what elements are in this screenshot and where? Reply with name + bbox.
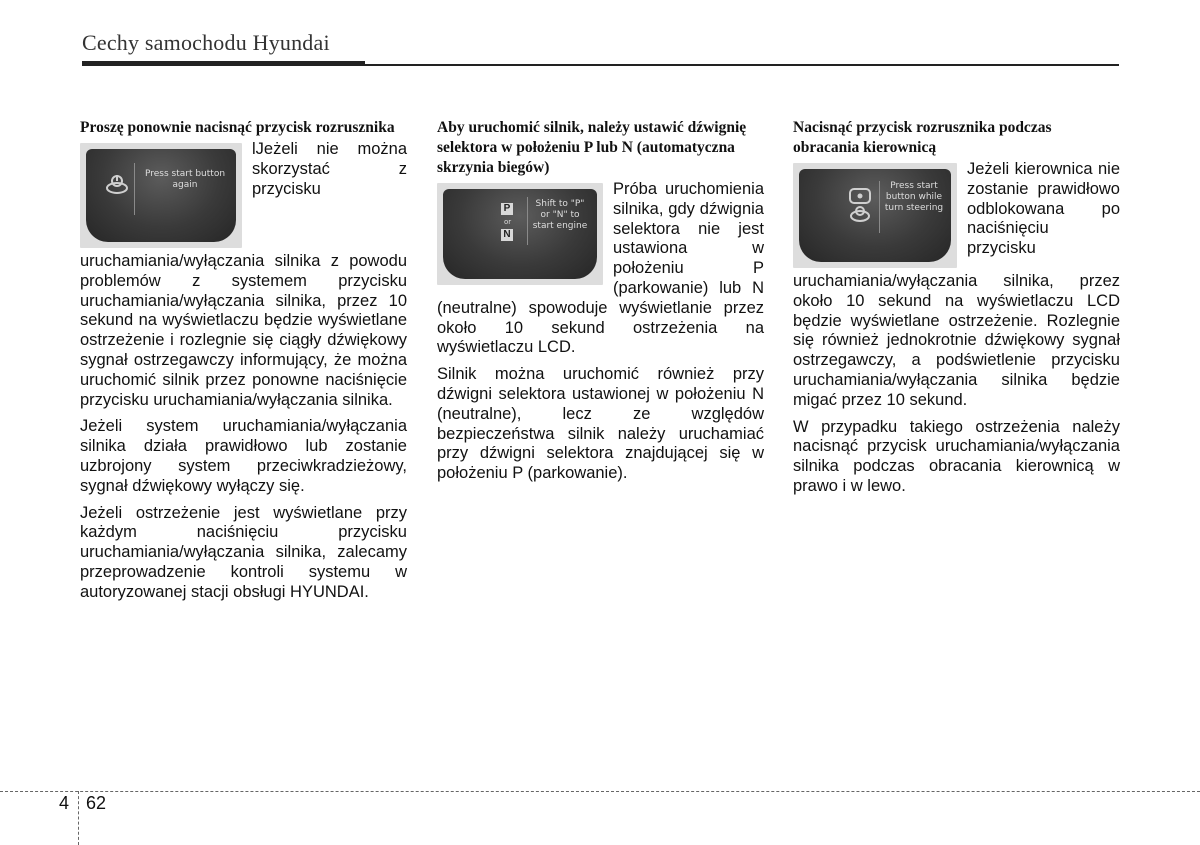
lcd-panel-press-start-while-steering: [793, 163, 957, 268]
column-3-paragraph-1: Jeżeli kierownica nie zostanie prawidłowo odblokowana po naciśnięciu przycisku uruchamiania/wyłączania silnika, przez około 10 sekund na wyświetlaczu LCD będzie wyświetlane ostrzeżenie. Rozlegnie się również jednokrotnie dźwiękowy sygnał ostrzegawczy, a podświetlenie przycisku uruchamiania/wyłączania silnika będzie migać przez 10 sekund.: [793, 160, 1120, 409]
header-rule-thick: [82, 61, 365, 66]
footer-dashed-divider: [78, 791, 79, 845]
column-2-paragraph-2: Silnik można uruchomić również przy dźwigni selektora ustawionej w położeniu N (neutralne), lecz ze względów bezpieczeństwa silnik należy uruchamiać przy dźwigni selektora znajdującej się w położeniu P (parkowanie).: [437, 365, 764, 483]
lcd-message: Shift to "P" or "N" to start engine: [532, 199, 588, 231]
header-rule-thin: [365, 64, 1119, 66]
column-2: [437, 118, 764, 491]
start-button-icon: [104, 173, 130, 200]
column-1: [80, 118, 407, 610]
section-number: 4: [59, 793, 70, 813]
gear-n-box: N: [501, 229, 513, 241]
column-3-heading: Nacisnąć przycisk rozrusznika podczas obracania kierownicą: [793, 119, 1052, 156]
gear-p-box: P: [501, 203, 513, 215]
steering-wheel-icon: [847, 187, 873, 230]
column-1-paragraph-1: lJeżeli nie można skorzystać z przycisku uruchamiania/wyłączania silnika z powodu problemów z systemem przycisku uruchamiania/wyłączania silnika, przez 10 sekund na wyświetlaczu będzie wyświetlane ostrzeżenie i rozlegnie się ciągły dźwiękowy sygnał ostrzegawczy informujący, że można uruchomić silnik przez ponowne naciśnięcie przycisku uruchamiania/wyłączania silnika.: [80, 140, 407, 409]
lcd-message: Press start button while turn steering: [884, 181, 944, 213]
column-2-heading: Aby uruchomić silnik, należy ustawić dźwignię selektora w położeniu P lub N (automatyczna skrzynia biegów): [437, 119, 747, 176]
lcd-panel-shift-to-p-or-n: [437, 183, 603, 285]
column-2-paragraph-1: Próba uruchomienia silnika, gdy dźwignia selektora nie jest ustawiona w położeniu P (parkowanie) lub N (neutralne) spowoduje wyświetlanie przez około 10 sekund ostrzeżenia na wyświetlaczu LCD.: [437, 180, 764, 357]
column-1-paragraph-2: Jeżeli system uruchamiania/wyłączania silnika działa prawidłowo lub zostanie uzbrojony system przeciwkradzieżowy, sygnał dźwiękowy wyłączy się.: [80, 417, 407, 495]
column-1-heading: Proszę ponownie nacisnąć przycisk rozrusznika: [80, 119, 395, 136]
footer-dashed-rule: [0, 791, 1200, 792]
lcd-message: Press start button again: [144, 169, 226, 190]
column-3: [793, 118, 1120, 504]
lcd-panel-press-start-again: [80, 143, 242, 248]
column-3-paragraph-2: W przypadku takiego ostrzeżenia należy nacisnąć przycisk uruchamiania/wyłączania silnika podczas obracania kierownicą w prawo i w lewo.: [793, 417, 1120, 495]
column-1-paragraph-3: Jeżeli ostrzeżenie jest wyświetlane przy każdym naciśnięciu przycisku uruchamiania/wyłączania silnika, zalecamy przeprowadzenie kontroli systemu w autoryzowanej stacji obsługi HYUNDAI.: [80, 503, 407, 601]
page-header-title: Cechy samochodu Hyundai: [82, 30, 330, 55]
page-number: 62: [86, 793, 107, 813]
gear-or-label: or: [504, 218, 512, 226]
